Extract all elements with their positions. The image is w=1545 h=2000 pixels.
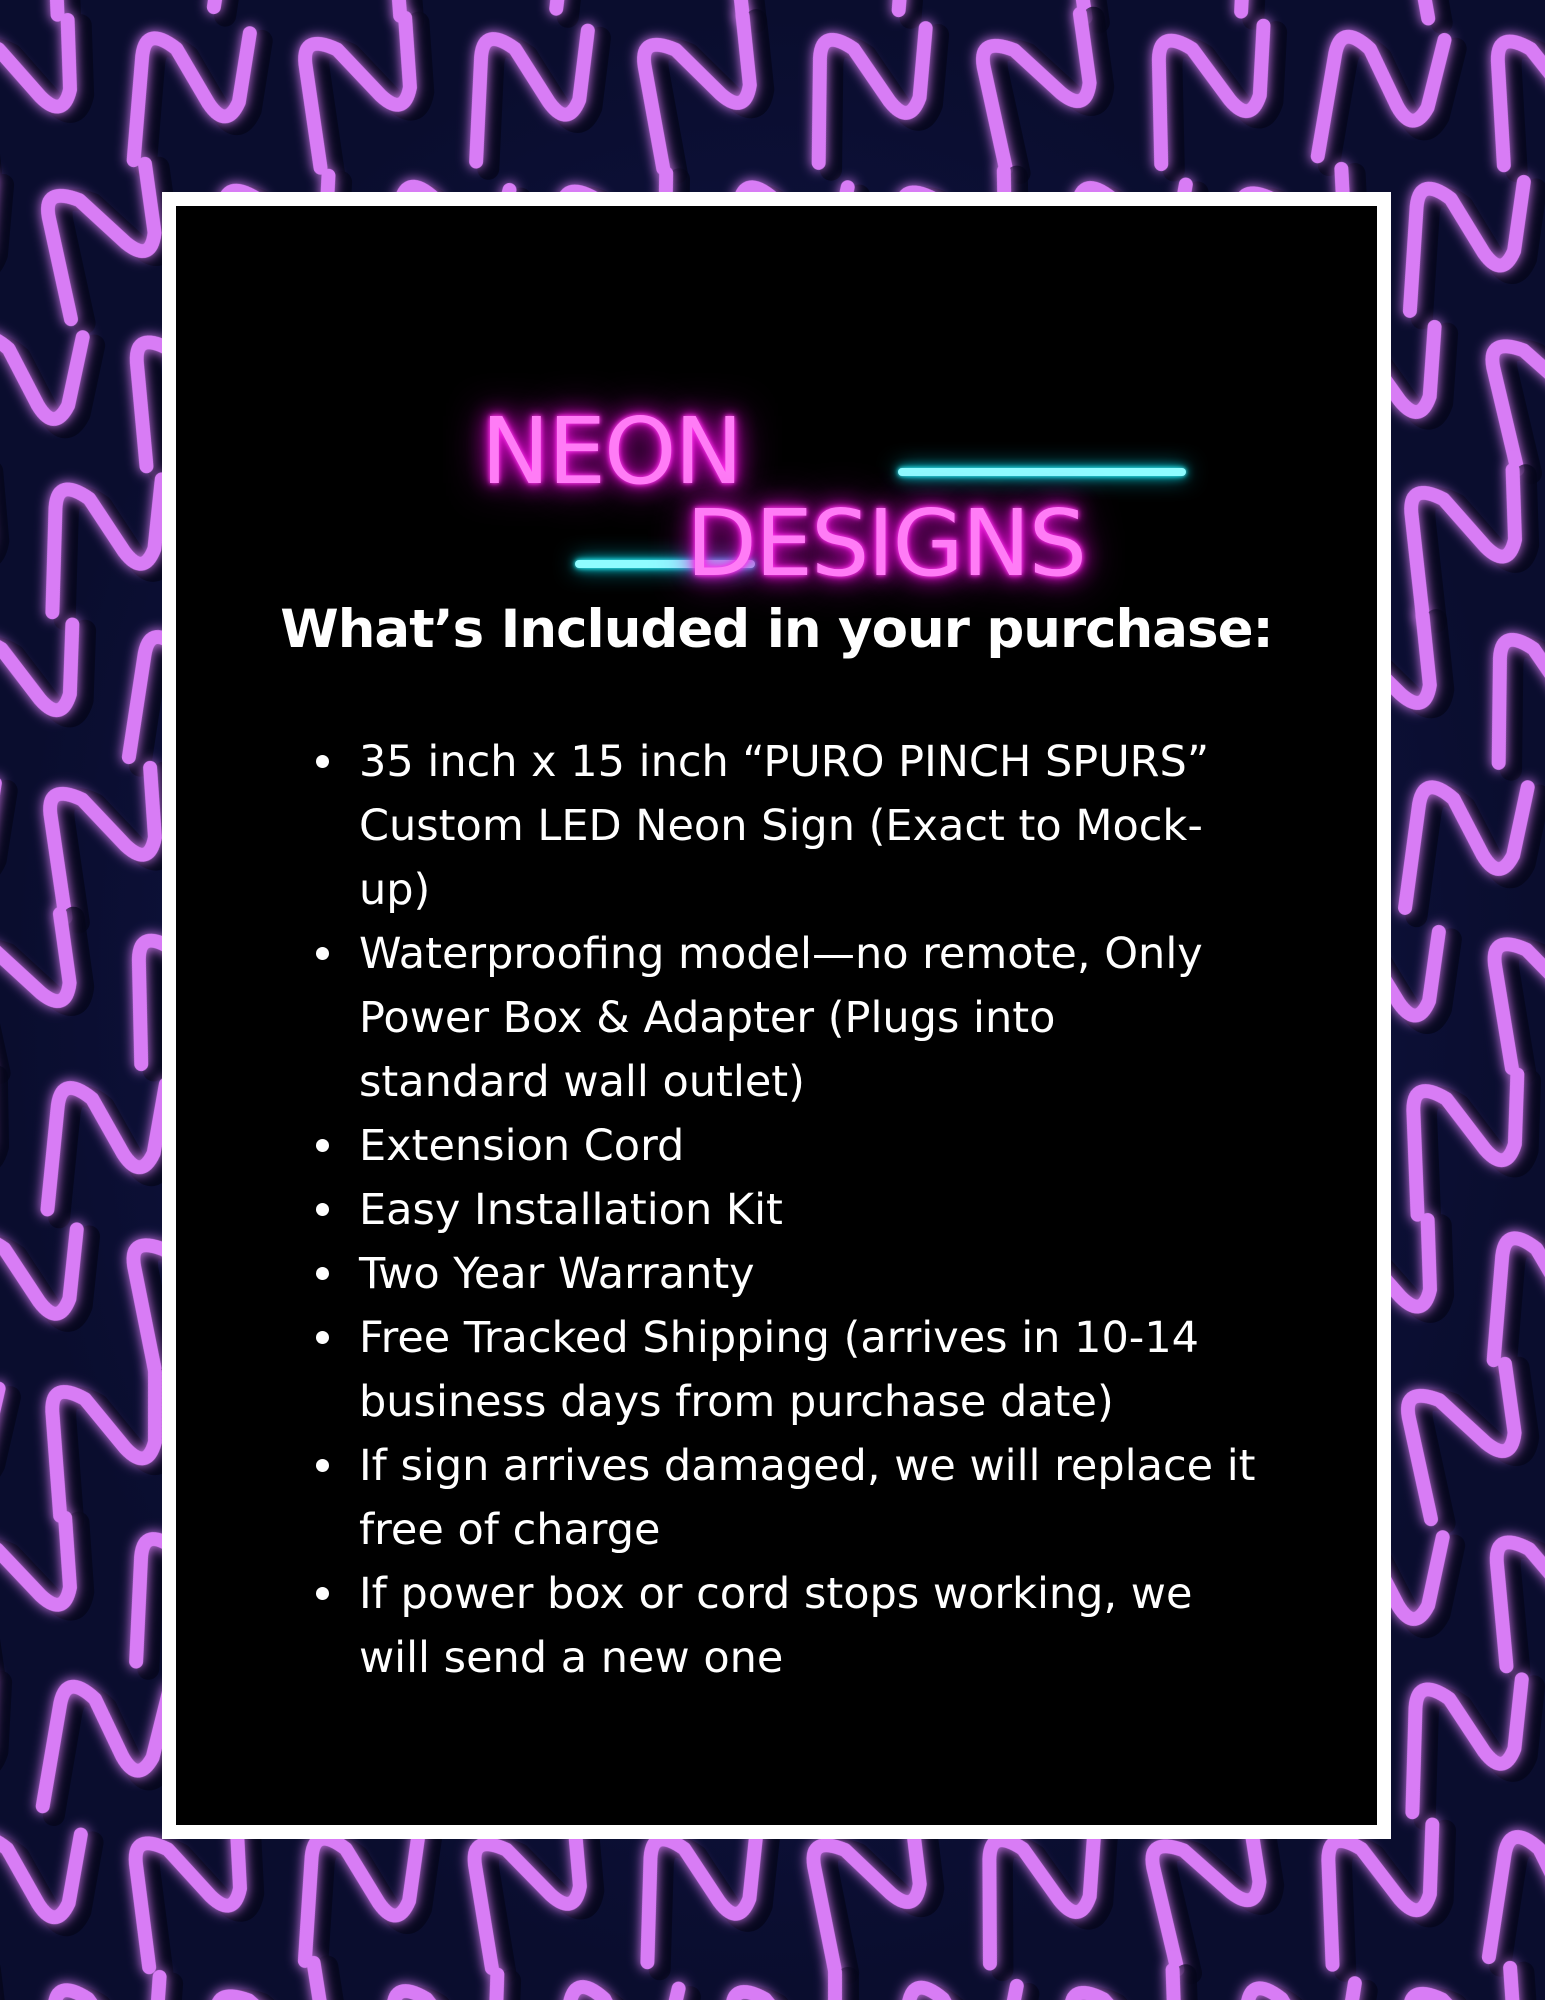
neon-n-letter-icon — [1377, 1950, 1545, 2000]
neon-n-letter-icon — [1037, 0, 1226, 27]
neon-n-letter-icon — [1126, 8, 1307, 173]
list-item — [359, 1114, 1259, 1178]
bullet-dot-icon — [316, 755, 329, 768]
logo-cyan-bar-top — [898, 468, 1186, 476]
neon-n-letter-icon — [1213, 0, 1389, 21]
list-item — [359, 1178, 1259, 1242]
bullet-dot-icon — [316, 1459, 329, 1472]
neon-n-letter-icon — [359, 0, 544, 25]
logo-word-designs: DESIGNS — [686, 490, 1086, 597]
page-title: What’s Included in your purchase: — [280, 599, 1273, 660]
neon-n-letter-icon — [360, 1957, 543, 2000]
neon-n-letter-icon — [0, 1212, 115, 1372]
info-card — [162, 192, 1391, 1839]
list-item-text: 35 inch x 15 inch “PURO PINCH SPURS” Custom LED Neon Sign (Exact to Mock-up) — [359, 737, 1210, 915]
neon-n-letter-icon — [698, 0, 885, 26]
neon-n-letter-icon — [0, 0, 37, 28]
list-item-text: Waterproofing model—no remote, Only Power Box & Adapter (Plugs into standard wall outlet) — [359, 929, 1203, 1107]
neon-n-letter-icon — [0, 896, 122, 1078]
bullet-dot-icon — [316, 947, 329, 960]
neon-n-letter-icon — [1465, 6, 1545, 175]
info-card-panel — [176, 206, 1377, 1825]
neon-n-letter-icon — [1376, 0, 1545, 27]
included-items-list — [286, 730, 1259, 1690]
neon-n-letter-icon — [0, 2, 120, 176]
neon-n-letter-icon — [198, 0, 364, 17]
list-item-text: If sign arrives damaged, we will replace it free of charge — [359, 1441, 1256, 1555]
neon-n-letter-icon — [876, 1969, 1045, 2000]
list-item-text: Free Tracked Shipping (arrives in 10-14 business days from purchase date) — [359, 1313, 1200, 1427]
neon-n-letter-icon — [0, 161, 31, 323]
neon-n-letter-icon — [1375, 1346, 1545, 1528]
neon-n-letter-icon — [1463, 1503, 1545, 1675]
neon-n-letter-icon — [0, 607, 118, 774]
list-item — [359, 1562, 1259, 1690]
neon-n-letter-icon — [0, 1500, 121, 1677]
neon-n-letter-icon — [1378, 452, 1545, 626]
bullet-dot-icon — [316, 1331, 329, 1344]
bullet-dot-icon — [316, 1139, 329, 1152]
neon-n-letter-icon — [787, 11, 966, 173]
neon-n-letter-icon — [1473, 1822, 1545, 1967]
neon-designs-logo — [461, 306, 1111, 597]
neon-n-letter-icon — [1215, 1966, 1388, 2000]
neon-n-letter-icon — [0, 1053, 34, 1225]
neon-n-letter-icon — [1460, 295, 1545, 478]
neon-n-letter-icon — [448, 14, 624, 172]
neon-n-letter-icon — [0, 1372, 24, 1517]
neon-n-letter-icon — [0, 449, 36, 627]
neon-n-letter-icon — [110, 16, 283, 169]
neon-n-letter-icon — [20, 0, 203, 24]
neon-n-letter-icon — [0, 766, 27, 919]
neon-n-letter-icon — [1304, 24, 1468, 166]
neon-n-letter-icon — [1461, 899, 1545, 1077]
list-item-text: Extension Cord — [359, 1121, 685, 1171]
bullet-dot-icon — [316, 1267, 329, 1280]
neon-n-letter-icon — [1387, 771, 1545, 918]
neon-n-letter-icon — [0, 321, 110, 468]
logo-word-neon: NEON — [481, 398, 742, 505]
neon-n-letter-icon — [1383, 1662, 1545, 1822]
neon-n-letter-icon — [272, 0, 461, 177]
list-item — [359, 1242, 1259, 1306]
neon-n-letter-icon — [536, 0, 705, 18]
list-item — [359, 1306, 1259, 1434]
neon-n-letter-icon — [1470, 1216, 1545, 1369]
list-item — [359, 1434, 1259, 1562]
neon-n-letter-icon — [1467, 611, 1545, 773]
neon-n-letter-icon — [1380, 1057, 1545, 1224]
neon-n-letter-icon — [875, 0, 1048, 20]
list-item — [359, 922, 1259, 1114]
list-item — [359, 730, 1259, 922]
neon-n-letter-icon — [185, 1945, 377, 2000]
neon-n-letter-icon — [0, 1947, 37, 2000]
neon-n-letter-icon — [611, 0, 801, 177]
list-item-text: Two Year Warranty — [359, 1249, 755, 1299]
list-item-text: If power box or cord stops working, we will send a new one — [359, 1569, 1193, 1683]
list-item-text: Easy Installation Kit — [359, 1185, 783, 1235]
neon-n-letter-icon — [21, 1960, 201, 2000]
neon-n-letter-icon — [950, 0, 1142, 178]
neon-n-letter-icon — [1384, 165, 1545, 321]
neon-n-letter-icon — [0, 1658, 32, 1823]
neon-n-letter-icon — [538, 1972, 704, 2000]
bullet-dot-icon — [316, 1587, 329, 1600]
bullet-dot-icon — [316, 1203, 329, 1216]
neon-n-letter-icon — [0, 1818, 112, 1969]
